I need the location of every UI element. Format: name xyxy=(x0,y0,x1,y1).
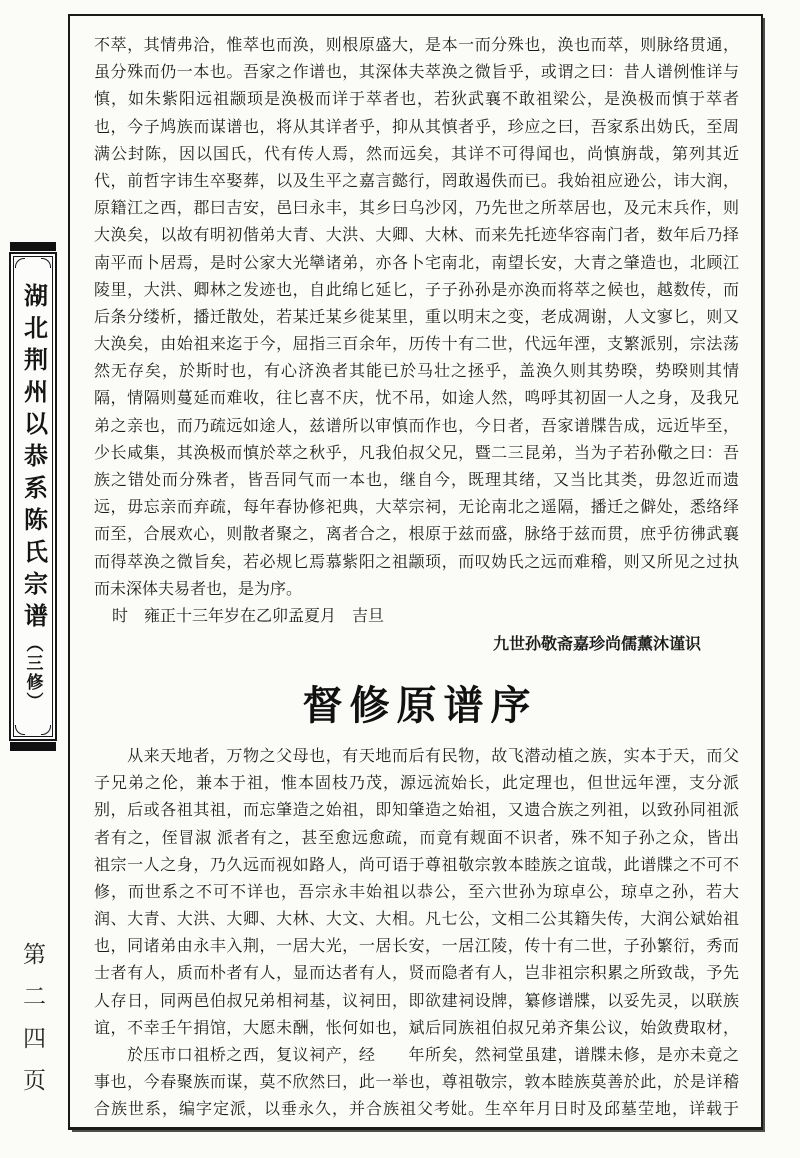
spine-inner-frame xyxy=(13,256,53,737)
text-line: 祖宗一人之身，乃久远而视如路人，尚可语于尊祖敬宗敦本睦族之谊哉，此谱牒之不可不 xyxy=(94,856,739,874)
page-number: 第二四页 xyxy=(20,942,45,1110)
spine-title-box xyxy=(9,252,57,741)
text-line: 弟之亲也，而乃疏远如途人，兹谱所以审慎而作也，今日者，吾家谱牒告成，远近毕至， xyxy=(94,417,739,435)
text-line: 然无存矣，於斯时也，有心济涣者其能已於马壮之拯乎，盖涣久则其势暌，势暌则其情 xyxy=(94,363,739,381)
text-line: 后条分缕析，播迁散处，若某迁某乡徙某里，重以明末之变，老成凋谢，人文寥匕，则又 xyxy=(94,308,739,326)
section-title: 督修原谱序 xyxy=(302,682,538,728)
spine-top-bar xyxy=(10,242,56,251)
second-preface-body xyxy=(94,743,739,1124)
text-line: 隔，情隔则蔓延而难收，往匕喜不庆，忧不吊，如途人然，鸣呼其初固一人之身，及我兄 xyxy=(94,390,739,408)
text-line: 人存日，同两邑伯叔兄弟相祠基，议祠田，即欲建祠设牌，纂修谱牒，以妥先灵，以联族 xyxy=(94,992,739,1010)
text-line: 少长咸集，其涣极而慎於萃之秋乎，凡我伯叔父兄，暨二三昆弟，当为子若孙儆之曰：吾 xyxy=(94,444,739,462)
corner-ornament-icon xyxy=(41,258,51,268)
text-line: 族之错处而分殊者，皆吾同气而一本也，继自今，既理其绪，又当比其类，毋忽近而遗 xyxy=(94,472,739,489)
book-spine xyxy=(9,242,57,751)
text-line: 子兄弟之伦，兼本于祖，惟本固枝乃茂，源远流始长，此定理也，但世远年湮，支分派 xyxy=(94,775,739,793)
text-line: 虽分殊而仍一本也。吾家之作谱也，其深体夫萃涣之微旨乎，或谓之曰：昔人谱例惟详与 xyxy=(94,64,739,82)
text-line: 陵里，大洪、卿林之发迹也，自此绵匕延匕，子子孙孙是亦涣而将萃之候也，越数传，而 xyxy=(94,281,739,299)
date-line: 时 雍正十三年岁在乙卯孟夏月 吉旦 xyxy=(112,607,385,625)
text-line: 代，前哲字讳生卒娶葬，以及生平之嘉言懿行，罔敢遏佚而已。我始祖应逊公，讳大润， xyxy=(94,172,739,190)
text-line: 不萃，其情弗洽，惟萃也而涣，则根原盛大，是本一而分殊也，涣也而萃，则脉络贯通， xyxy=(94,37,739,54)
text-line: 原籍江之西，郡曰吉安，邑曰永丰，其乡曰乌沙冈，乃先世之所萃居也，及元末兵作，则 xyxy=(94,200,739,218)
corner-ornament-icon xyxy=(41,725,51,735)
text-line: 满公封陈，因以国氏，代有传人焉，然而远矣，其详不可得闻也，尚慎旃哉，第列其近 xyxy=(94,145,739,163)
text-line: 者有之，侄冒淑 派者有之，甚至愈远愈疏，而竟有觌面不识者，殊不知子孙之众，皆出 xyxy=(94,829,739,847)
preface-body xyxy=(94,32,739,576)
text-line: 南平而卜居焉，是时公家大光卛诸弟，亦各卜宅南北，南望长安，大青之肇造也，北顾江 xyxy=(94,254,739,272)
text-line: 大涣矣，以故有明初偕弟大青、大洪、大卿、大林、而来先托迹华容南门者，数年后乃择 xyxy=(94,227,739,245)
text-line: 也，今子鸠族而谋谱也，将从其详者乎，抑从其慎者乎，珍应之曰，吾家系出妫氏，至周 xyxy=(94,118,739,136)
text-line: 也，同诸弟由永丰入荆，一居大光，一居长安，一居江陵，传十有二世，子孙繁衍，秀而 xyxy=(94,938,739,956)
book-title-edition: （三修） xyxy=(23,634,43,711)
text-line: 事也，今春聚族而谋，莫不欣然曰，此一举也，尊祖敬宗，敦本睦族莫善於此，於是详稽 xyxy=(94,1074,739,1092)
text-line: 别，后或各祖其祖，而忘肇造之始祖，即知肇造之始祖，又遗合族之列祖，以致孙同祖派 xyxy=(94,802,739,820)
text-line: 大涣矣，由始祖来迄于今，屈指三百余年，历传十有二世，代远年湮，支繁派别，宗法荡 xyxy=(94,336,739,354)
text-line: 远，毋忘亲而弃疏，每年春协修祀典，大萃宗祠，无论南北之遥隔，播迁之僻处，悉络绎 xyxy=(94,499,739,517)
preface-closing-line: 而未深体夫易者也，是为序。 xyxy=(94,580,303,598)
corner-ornament-icon xyxy=(15,725,25,735)
preface-ending-section xyxy=(94,32,739,659)
text-line: 修，而世系之不可不详也，吾宗永丰始祖以恭公，至六世孙为琼卓公，琼卓之孙，若大 xyxy=(94,883,739,901)
text-line: 慎，如朱紫阳远祖颛顼是涣极而详于萃者也，若狄武襄不敢祖梁公，是涣极而慎于萃者 xyxy=(94,91,739,109)
text-line: 润、大青、大洪、大卿、大林、大文、大相。凡七公，文相二公其籍失传，大润公斌始祖 xyxy=(94,911,739,929)
book-title-main: 湖北荆州以恭系陈氏宗谱 xyxy=(19,282,46,635)
content-frame xyxy=(68,14,763,1130)
signature-line: 九世孙敬斋嘉珍尚儒薰沐谨识 xyxy=(492,635,701,653)
text-line: 於压市口祖桥之西，复议祠产，经 年所矣，然祠堂虽建，谱牒未修，是亦未竟之 xyxy=(94,1047,739,1064)
book-title-vertical xyxy=(16,283,51,711)
text-line: 而得萃涣之微旨矣，若必规匕焉慕紫阳之祖颛顼，而叹妫氏之远而难稽，则又所见之过执 xyxy=(94,553,739,571)
text-line: 从来天地者，万物之父母也，有天地而后有民物，故飞潜动植之族，实本于天，而父 xyxy=(94,747,739,765)
text-line: 而至，合展欢心，则散者聚之，离者合之，根原于兹而盛，脉络于兹而贯，庶乎彷彿武襄 xyxy=(94,526,739,544)
corner-ornament-icon xyxy=(15,258,25,268)
second-preface-section xyxy=(94,743,739,1124)
text-line: 谊，不幸壬午捐馆，大愿未酬，怅何如也，斌后同族祖伯叔兄弟齐集公议，始敛费取材， xyxy=(94,1019,739,1037)
spine-bottom-bar xyxy=(10,742,56,751)
text-line: 合族世系，编字定派，以垂永久，并合族祖父考妣。生卒年月日时及邱墓茔地，详载于 xyxy=(94,1101,739,1119)
text-line: 士者有人，质而朴者有人，显而达者有人，贤而隐者有人，岂非祖宗积累之所致哉，予先 xyxy=(94,965,739,983)
